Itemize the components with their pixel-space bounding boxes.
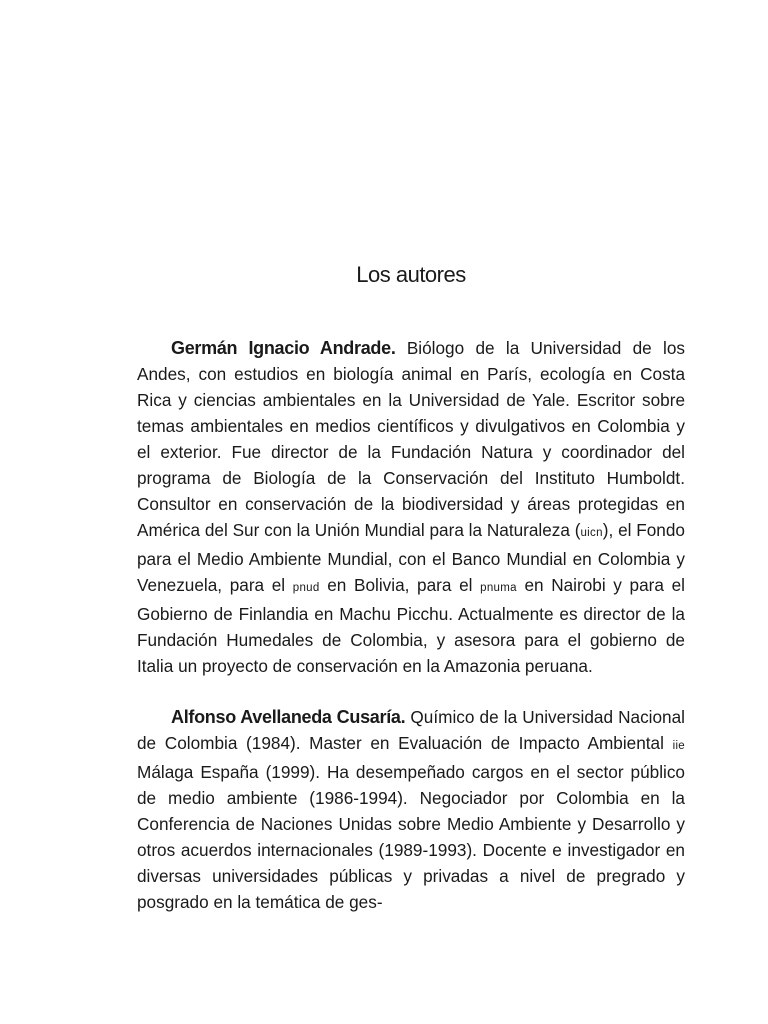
page-title: Los autores [356,262,466,287]
acronym-uicn: uicn [580,527,603,539]
bio-text: en Bolivia, para el [319,575,481,595]
acronym-iie: iie [672,740,685,752]
acronym-pnud: pnud [292,582,320,594]
bio-text: en Nairobi y para el Gobierno de Finlandia en Machu Picchu. Actualmente es director de la Fundación Humedales de Colombia, y asesora para el gobierno de Italia un proyecto de conservación en la Amazonia peruana. [137,575,685,676]
bio-text: Químico de la Universidad Nacional de Colombia (1984). Master en Evaluación de Impacto Ambiental [137,707,685,753]
bio-text: Biólogo de la Universidad de los Andes, con estudios en biología animal en París, ecología en Costa Rica y ciencias ambientales en la Universidad de Yale. Escritor sobre temas ambientales en medios científicos y divulgativos en Colombia y el exterior. Fue director de la Fundación Natura y coordinador del programa de Biología de la Conservación del Instituto Humboldt. Consultor en conservación de la biodiversidad y áreas protegidas en América del Sur con la Unión Mundial para la Naturaleza ( [137,338,685,540]
acronym-pnuma: pnuma [480,582,517,594]
bio-text: ), el Fondo para el Medio Ambiente Mundial, con el Banco Mundial en Colombia y Venezuela, para el [137,520,685,595]
author-bio-andrade [137,335,685,679]
author-bio-avellaneda [137,704,685,915]
author-name: Alfonso Avellaneda Cusaría. [171,707,406,727]
bio-text: Málaga España (1999). Ha desempeñado cargos en el sector público de medio ambiente (1986-1994). Negociador por Colombia en la Conferencia de Naciones Unidas sobre Medio Ambiente y Desarrollo y otros acuerdos internacionales (1989-1993). Docente e investigador en diversas universidades públicas y privadas a nivel de pregrado y posgrado en la temática de ges- [137,762,685,912]
author-name: Germán Ignacio Andrade. [171,338,396,358]
